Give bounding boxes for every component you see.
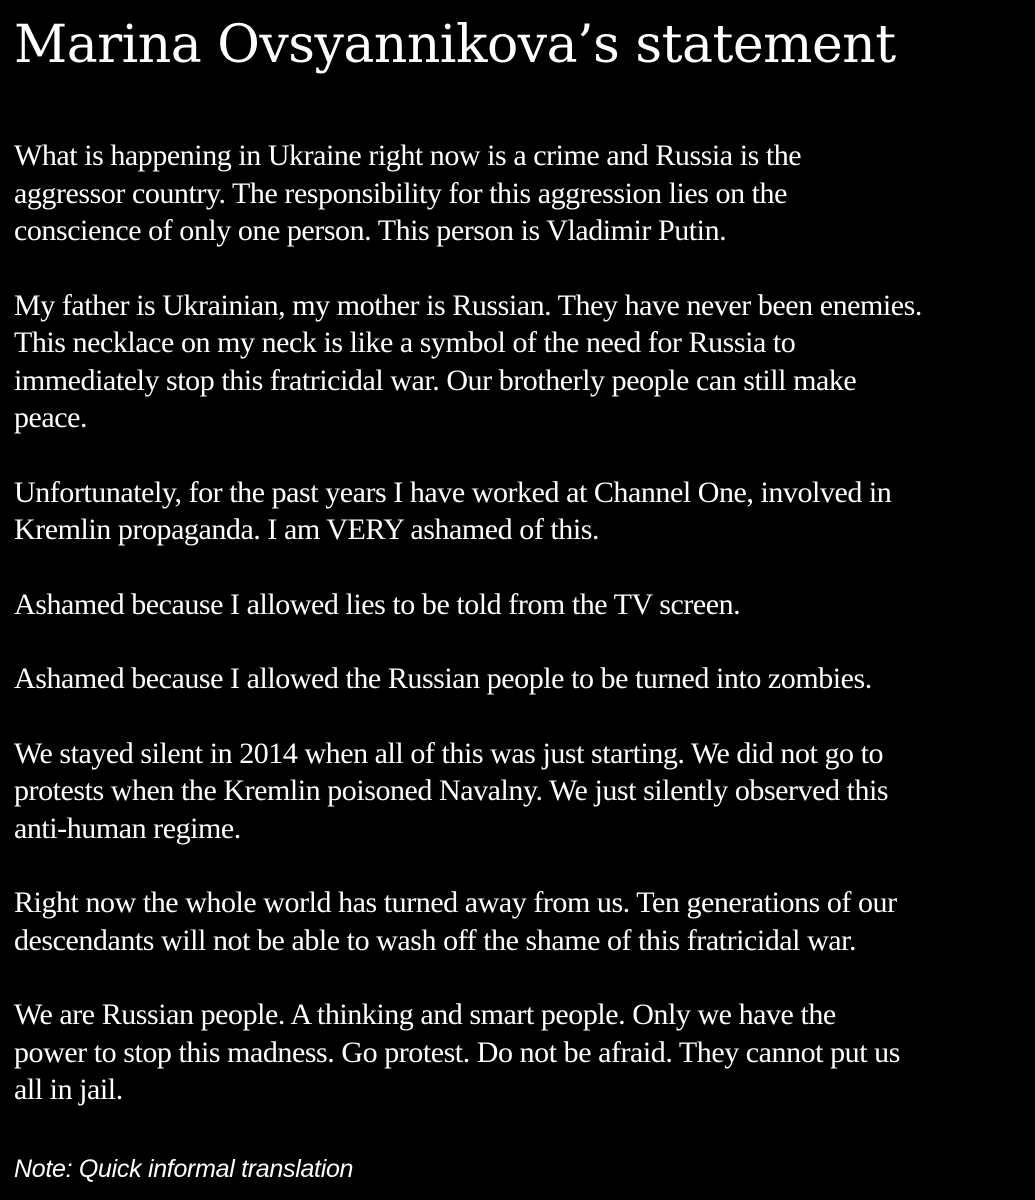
- paragraph-6: We stayed silent in 2014 when all of this was just starting. We did not go to protests when the Kremlin poisoned Navalny. We just silently observed this anti-human regime.: [14, 736, 889, 845]
- paragraph-3: Unfortunately, for the past years I have worked at Channel One, involved in Kremlin propaganda. I am VERY ashamed of this.: [14, 475, 892, 546]
- paragraph-8: We are Russian people. A thinking and smart people. Only we have the power to stop this madness. Go protest. Do not be afraid. They cannot put us all in jail.: [14, 998, 900, 1106]
- paragraph-1: What is happening in Ukraine right now is a crime and Russia is the aggressor country. The responsibility for this aggression lies on the conscience of only one person. This person is Vladimir Putin.: [14, 139, 802, 247]
- paragraph-7: Right now the whole world has turned away from us. Ten generations of our descendants will not be able to wash off the shame of this fratricidal war.: [14, 886, 897, 957]
- page-title: Marina Ovsyannikova’s statement: [14, 15, 896, 75]
- statement-body: [14, 137, 1019, 1146]
- paragraph-2: My father is Ukrainian, my mother is Russian. They have never been enemies. This necklace on my neck is like a symbol of the need for Russia to immediately stop this fratricidal war. Our brotherly people can still make peace.: [14, 288, 922, 434]
- paragraph-4: Ashamed because I allowed lies to be told from the TV screen.: [14, 587, 741, 621]
- paragraph-5: Ashamed because I allowed the Russian people to be turned into zombies.: [14, 662, 872, 695]
- translation-note: Note: Quick informal translation: [14, 1155, 354, 1183]
